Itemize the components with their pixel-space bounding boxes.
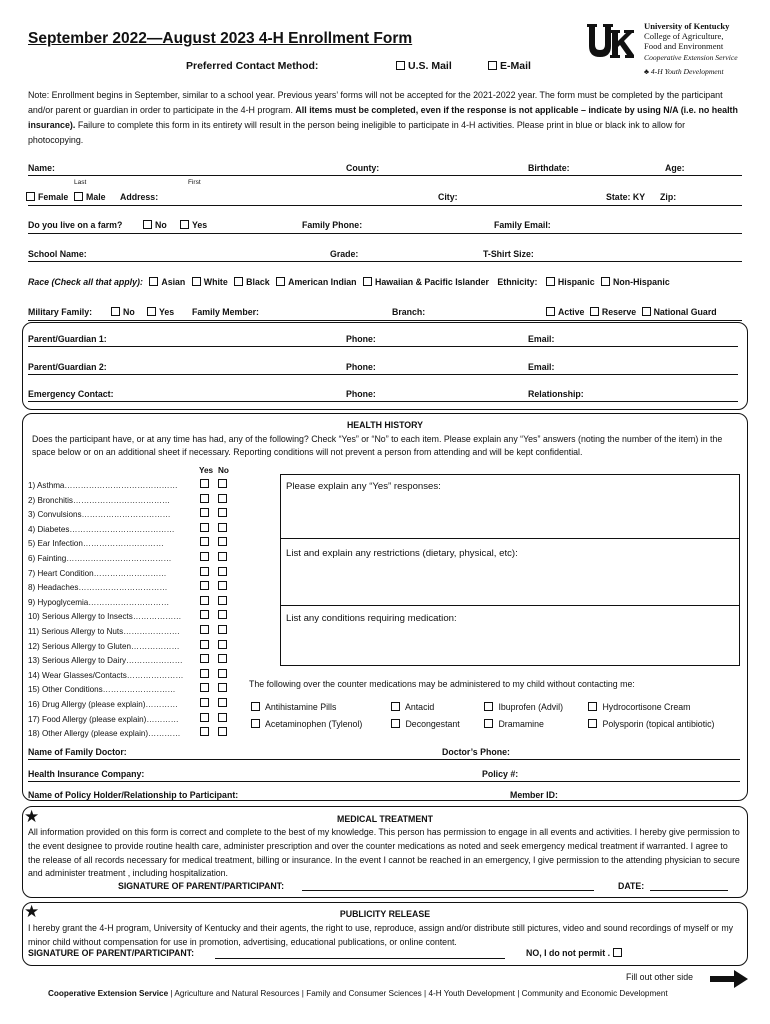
health-item-label: 16) Drug Allergy (please explain)………… xyxy=(28,699,178,709)
polysporin-checkbox[interactable] xyxy=(588,719,597,728)
address-label: Address: xyxy=(120,192,159,202)
first-hint: First xyxy=(188,179,201,186)
health-item xyxy=(28,640,233,655)
health-no-checkbox[interactable] xyxy=(218,479,227,488)
health-item-label: 1) Asthma…………………………………… xyxy=(28,481,178,490)
medical-title: MEDICAL TREATMENT xyxy=(337,814,433,824)
health-yes-checkbox[interactable] xyxy=(200,567,209,576)
farm-no-checkbox[interactable] xyxy=(143,220,152,229)
health-item xyxy=(28,654,233,669)
health-yes-checkbox[interactable] xyxy=(200,596,209,605)
no-column-label: No xyxy=(218,466,229,475)
health-item-label: 12) Serious Allergy to Gluten……………… xyxy=(28,641,180,651)
emergency-label: Emergency Contact: xyxy=(28,389,114,399)
publicity-signature-label: SIGNATURE OF PARENT/PARTICIPANT: xyxy=(28,948,194,958)
otc-hydrocortisone[interactable]: Hydrocortisone Cream xyxy=(588,702,690,712)
medical-signature-label: SIGNATURE OF PARENT/PARTICIPANT: xyxy=(118,881,284,891)
female-checkbox[interactable] xyxy=(26,192,35,201)
health-item xyxy=(28,683,233,698)
race-label: Race (Check all that apply): xyxy=(28,277,143,287)
health-no-checkbox[interactable] xyxy=(218,508,227,517)
farm-yes-option[interactable]: Yes xyxy=(180,220,207,230)
health-item-label: 8) Headaches…………………………… xyxy=(28,583,168,593)
health-item-label: 15) Other Conditions……………………… xyxy=(28,685,176,695)
hydrocortisone-checkbox[interactable] xyxy=(588,702,597,711)
health-item-checkboxes xyxy=(200,581,230,596)
state-label: State: KY xyxy=(606,192,646,202)
contacts-box xyxy=(22,322,748,410)
explain-yes-label: Please explain any “Yes” responses: xyxy=(286,481,441,492)
race-black-checkbox[interactable] xyxy=(234,277,243,286)
mail-checkbox[interactable] xyxy=(396,61,405,70)
health-item xyxy=(28,669,233,684)
active-checkbox[interactable] xyxy=(546,307,555,316)
school-line[interactable] xyxy=(28,261,742,262)
health-item xyxy=(28,596,233,611)
health-item xyxy=(28,727,233,742)
health-no-checkbox[interactable] xyxy=(218,698,227,707)
health-item-checkboxes xyxy=(200,537,230,552)
health-no-checkbox[interactable] xyxy=(218,640,227,649)
family-phone-label: Family Phone: xyxy=(302,220,363,230)
health-no-checkbox[interactable] xyxy=(218,581,227,590)
health-yes-checkbox[interactable] xyxy=(200,640,209,649)
health-no-checkbox[interactable] xyxy=(218,683,227,692)
health-yes-checkbox[interactable] xyxy=(200,669,209,678)
medical-signature-line[interactable] xyxy=(302,890,594,891)
military-status-options: Active Reserve National Guard xyxy=(546,307,717,317)
national-guard-checkbox[interactable] xyxy=(642,307,651,316)
logo-university: University of Kentucky xyxy=(644,21,730,31)
star-icon: ★ xyxy=(24,902,40,921)
family-member-label: Family Member: xyxy=(192,307,259,317)
logo-4h: ♣ 4-H Youth Development xyxy=(644,67,724,76)
health-yes-checkbox[interactable] xyxy=(200,654,209,663)
health-item xyxy=(28,537,233,552)
health-item-checkboxes xyxy=(200,654,230,669)
health-item-label: 13) Serious Allergy to Dairy………………… xyxy=(28,656,183,666)
military-line[interactable] xyxy=(28,320,742,321)
health-conditions-list xyxy=(28,479,233,742)
otc-dramamine[interactable]: Dramamine xyxy=(484,719,544,729)
health-item-label: 2) Bronchitis……………………………… xyxy=(28,495,171,505)
ibuprofen-checkbox[interactable] xyxy=(484,702,493,711)
race-white-checkbox[interactable] xyxy=(192,277,201,286)
publicity-signature-line[interactable] xyxy=(215,958,505,959)
health-item-label: 5) Ear Infection………………………… xyxy=(28,539,164,549)
emergency-line[interactable] xyxy=(28,401,738,402)
health-item-checkboxes xyxy=(200,640,230,655)
health-item-label: 18) Other Allergy (please explain)………… xyxy=(28,729,181,739)
male-option[interactable]: Male xyxy=(74,192,106,202)
health-item xyxy=(28,479,233,494)
name-line[interactable] xyxy=(28,175,742,176)
logo-college: College of Agriculture, xyxy=(644,31,724,41)
health-yes-checkbox[interactable] xyxy=(200,683,209,692)
zip-label: Zip: xyxy=(660,192,677,202)
health-item-checkboxes xyxy=(200,727,230,742)
health-item-checkboxes xyxy=(200,683,230,698)
city-label: City: xyxy=(438,192,458,202)
health-yes-checkbox[interactable] xyxy=(200,508,209,517)
health-item-label: 10) Serious Allergy to Insects……………… xyxy=(28,612,182,622)
acetaminophen-checkbox[interactable] xyxy=(251,719,260,728)
form-title: September 2022—August 2023 4-H Enrollment Form xyxy=(28,30,413,47)
health-item xyxy=(28,698,233,713)
health-yes-checkbox[interactable] xyxy=(200,625,209,634)
dramamine-checkbox[interactable] xyxy=(484,719,493,728)
farm-label: Do you live on a farm? xyxy=(28,220,123,230)
guardian2-phone-label: Phone: xyxy=(346,362,376,372)
military-no-option[interactable]: No xyxy=(111,307,135,317)
health-item-label: 3) Convulsions…………………………… xyxy=(28,510,171,520)
health-no-checkbox[interactable] xyxy=(218,552,227,561)
health-item xyxy=(28,494,233,509)
health-item-label: 14) Wear Glasses/Contacts………………… xyxy=(28,670,184,680)
health-item xyxy=(28,508,233,523)
health-item xyxy=(28,713,233,728)
reserve-checkbox[interactable] xyxy=(590,307,599,316)
name-label: Name: xyxy=(28,163,55,173)
relationship-label: Relationship: xyxy=(528,389,584,399)
contact-email-option[interactable]: E-Mail xyxy=(488,60,531,72)
email-checkbox[interactable] xyxy=(488,61,497,70)
health-yes-checkbox[interactable] xyxy=(200,552,209,561)
health-no-checkbox[interactable] xyxy=(218,523,227,532)
county-label: County: xyxy=(346,163,380,173)
health-item-checkboxes xyxy=(200,479,230,494)
guardian1-line[interactable] xyxy=(28,346,738,347)
star-icon: ★ xyxy=(24,807,40,826)
health-item xyxy=(28,581,233,596)
health-yes-checkbox[interactable] xyxy=(200,581,209,590)
health-item-label: 4) Diabetes………………………………… xyxy=(28,524,175,534)
health-yes-checkbox[interactable] xyxy=(200,537,209,546)
health-history-title: HEALTH HISTORY xyxy=(346,420,424,430)
health-item xyxy=(28,523,233,538)
guardian1-email-label: Email: xyxy=(528,334,555,344)
ethnicity-hispanic-checkbox[interactable] xyxy=(546,277,555,286)
health-item-checkboxes xyxy=(200,567,230,582)
health-item xyxy=(28,552,233,567)
school-label: School Name: xyxy=(28,249,87,259)
decongestant-checkbox[interactable] xyxy=(391,719,400,728)
health-item-checkboxes xyxy=(200,610,230,625)
health-intro: Does the participant have, or at any time has had, any of the following? Check “Yes” or “No” to each item. Please explain any “Yes” answers (noting the number of the item) in the space below or on an additional sheet if necessary. Reporting conditions will not prevent a person from attending and will be kept confidential. xyxy=(32,434,723,457)
health-no-checkbox[interactable] xyxy=(218,654,227,663)
fill-other-side: Fill out other side xyxy=(626,972,693,982)
race-asian-checkbox[interactable] xyxy=(149,277,158,286)
explain-box[interactable] xyxy=(280,474,740,666)
health-item-checkboxes xyxy=(200,625,230,640)
health-item-label: 17) Food Allergy (please explain)………… xyxy=(28,714,179,724)
guardian2-email-label: Email: xyxy=(528,362,555,372)
insurance-label: Health Insurance Company: xyxy=(28,769,145,779)
otc-antacid[interactable]: Antacid xyxy=(391,702,434,712)
antacid-checkbox[interactable] xyxy=(391,702,400,711)
member-id-label: Member ID: xyxy=(510,790,558,800)
otc-intro: The following over the counter medications may be administered to my child without contacting me: xyxy=(249,679,635,689)
health-item-label: 11) Serious Allergy to Nuts………………… xyxy=(28,626,180,636)
otc-acetaminophen[interactable]: Acetaminophen (Tylenol) xyxy=(251,719,362,729)
health-no-checkbox[interactable] xyxy=(218,625,227,634)
health-no-checkbox[interactable] xyxy=(218,494,227,503)
otc-decongestant[interactable]: Decongestant xyxy=(391,719,460,729)
last-hint: Last xyxy=(74,179,87,186)
military-label: Military Family: xyxy=(28,307,93,317)
explain-divider-1 xyxy=(280,538,740,539)
health-yes-checkbox[interactable] xyxy=(200,698,209,707)
health-item-checkboxes xyxy=(200,698,230,713)
military-yes-checkbox[interactable] xyxy=(147,307,156,316)
health-no-checkbox[interactable] xyxy=(218,567,227,576)
health-item-checkboxes xyxy=(200,596,230,611)
health-no-checkbox[interactable] xyxy=(218,537,227,546)
health-no-checkbox[interactable] xyxy=(218,713,227,722)
otc-polysporin[interactable]: Polysporin (topical antibiotic) xyxy=(588,719,714,729)
doctor-line[interactable] xyxy=(28,759,740,760)
race-row: Race (Check all that apply): Asian White Black American Indian Hawaiian & Pacific Islander Ethnicity: Hispanic Non-Hispanic xyxy=(28,277,670,287)
race-american-indian-checkbox[interactable] xyxy=(276,277,285,286)
male-checkbox[interactable] xyxy=(74,192,83,201)
ethnicity-label: Ethnicity: xyxy=(497,277,538,287)
health-item-checkboxes xyxy=(200,713,230,728)
age-label: Age: xyxy=(665,163,685,173)
health-no-checkbox[interactable] xyxy=(218,596,227,605)
health-item xyxy=(28,625,233,640)
medical-date-line[interactable] xyxy=(650,890,728,891)
health-yes-checkbox[interactable] xyxy=(200,523,209,532)
doctor-label: Name of Family Doctor: xyxy=(28,747,127,757)
otc-ibuprofen[interactable]: Ibuprofen (Advil) xyxy=(484,702,563,712)
doctor-phone-label: Doctor’s Phone: xyxy=(442,747,510,757)
enrollment-note: Note: Enrollment begins in September, similar to a school year. Previous years’ forms will not be accepted for the 2021-2022 year. The form must be completed by the participant and/or parent or guardian in order to participate in the 4-H program. All items must be completed, even if the response is not applicable – indicate by using N/A (i.e. no health insurance). Failure to complete this form in its entirety will result in the person being ineligible to participate in 4-H activities. Please print in blue or black ink to allow for photocopying. xyxy=(28,90,738,145)
branch-label: Branch: xyxy=(392,307,426,317)
yes-column-label: Yes xyxy=(199,466,214,475)
guardian2-line[interactable] xyxy=(28,374,738,375)
policy-label: Policy #: xyxy=(482,769,519,779)
female-option[interactable]: Female xyxy=(26,192,68,202)
contact-method-label: Preferred Contact Method: xyxy=(186,60,319,72)
farm-yes-checkbox[interactable] xyxy=(180,220,189,229)
family-email-label: Family Email: xyxy=(494,220,551,230)
health-no-checkbox[interactable] xyxy=(218,669,227,678)
clover-icon: ♣ xyxy=(644,67,649,76)
arrow-right-icon xyxy=(710,970,748,993)
contact-mail-option[interactable]: U.S. Mail xyxy=(396,60,452,72)
health-item xyxy=(28,610,233,625)
publicity-body: I hereby grant the 4-H program, University of Kentucky and their agents, the right to use, reproduce, assign and/or distribute still pictures, video and sound recordings of myself or my minor child without compensation for use in promotion, advertising, educational publications, or online content. xyxy=(28,923,734,947)
farm-no-option[interactable]: No xyxy=(143,220,167,230)
health-item-checkboxes xyxy=(200,552,230,567)
health-yes-checkbox[interactable] xyxy=(200,713,209,722)
health-item-checkboxes xyxy=(200,523,230,538)
health-no-checkbox[interactable] xyxy=(218,727,227,736)
logo-extension: Cooperative Extension Service xyxy=(644,53,738,62)
grade-label: Grade: xyxy=(330,249,359,259)
health-yes-checkbox[interactable] xyxy=(200,727,209,736)
health-yes-checkbox[interactable] xyxy=(200,494,209,503)
health-yes-checkbox[interactable] xyxy=(200,610,209,619)
medical-date-label: DATE: xyxy=(618,881,645,891)
health-item-label: 9) Hypoglycemia………………………… xyxy=(28,597,170,607)
tshirt-label: T-Shirt Size: xyxy=(483,249,534,259)
guardian2-label: Parent/Guardian 2: xyxy=(28,362,107,372)
no-permit-checkbox[interactable] xyxy=(613,948,622,957)
address-line[interactable] xyxy=(28,205,742,206)
military-no-checkbox[interactable] xyxy=(111,307,120,316)
health-item xyxy=(28,567,233,582)
explain-divider-2 xyxy=(280,605,740,606)
otc-antihistamine[interactable]: Antihistamine Pills xyxy=(251,702,336,712)
footer-text: Cooperative Extension Service | Agriculture and Natural Resources | Family and Consumer Sciences | 4-H Youth Development | Community and Economic Development xyxy=(48,989,668,998)
military-yes-option[interactable]: Yes xyxy=(147,307,174,317)
health-item-checkboxes xyxy=(200,494,230,509)
emergency-phone-label: Phone: xyxy=(346,389,376,399)
no-permit-option[interactable]: NO, I do not permit . xyxy=(526,948,625,958)
health-item-label: 6) Fainting………………………………… xyxy=(28,553,172,563)
antihistamine-checkbox[interactable] xyxy=(251,702,260,711)
restrictions-label: List and explain any restrictions (dietary, physical, etc): xyxy=(286,548,518,559)
insurance-line[interactable] xyxy=(28,781,740,782)
publicity-title: PUBLICITY RELEASE xyxy=(339,909,431,919)
ethnicity-non-hispanic-checkbox[interactable] xyxy=(601,277,610,286)
policy-holder-label: Name of Policy Holder/Relationship to Participant: xyxy=(28,790,239,800)
health-item-checkboxes xyxy=(200,508,230,523)
health-item-checkboxes xyxy=(200,669,230,684)
guardian1-label: Parent/Guardian 1: xyxy=(28,334,107,344)
logo-food: Food and Environment xyxy=(644,41,724,51)
race-hawaiian-checkbox[interactable] xyxy=(363,277,372,286)
guardian1-phone-label: Phone: xyxy=(346,334,376,344)
health-yes-checkbox[interactable] xyxy=(200,479,209,488)
medication-label: List any conditions requiring medication: xyxy=(286,613,457,624)
health-item-label: 7) Heart Condition……………………… xyxy=(28,568,167,578)
health-no-checkbox[interactable] xyxy=(218,610,227,619)
medical-body: All information provided on this form is correct and complete to the best of my knowledge. This person has permission to engage in all events and activities. I hereby give permission to the event designee to provide routine health care, administer prescription and over the counter medications as noted and seek emergency medical treatment if warranted. I agree to the release of all records necessary for medical treatment, billing or insurance. In the event I cannot be reached in an emergency, I give permission to the attending physician to secure and administer treatment , including hospitalization. xyxy=(28,827,740,879)
uk-logo-icon xyxy=(586,22,634,62)
farm-line[interactable] xyxy=(28,233,742,234)
birthdate-label: Birthdate: xyxy=(528,163,570,173)
